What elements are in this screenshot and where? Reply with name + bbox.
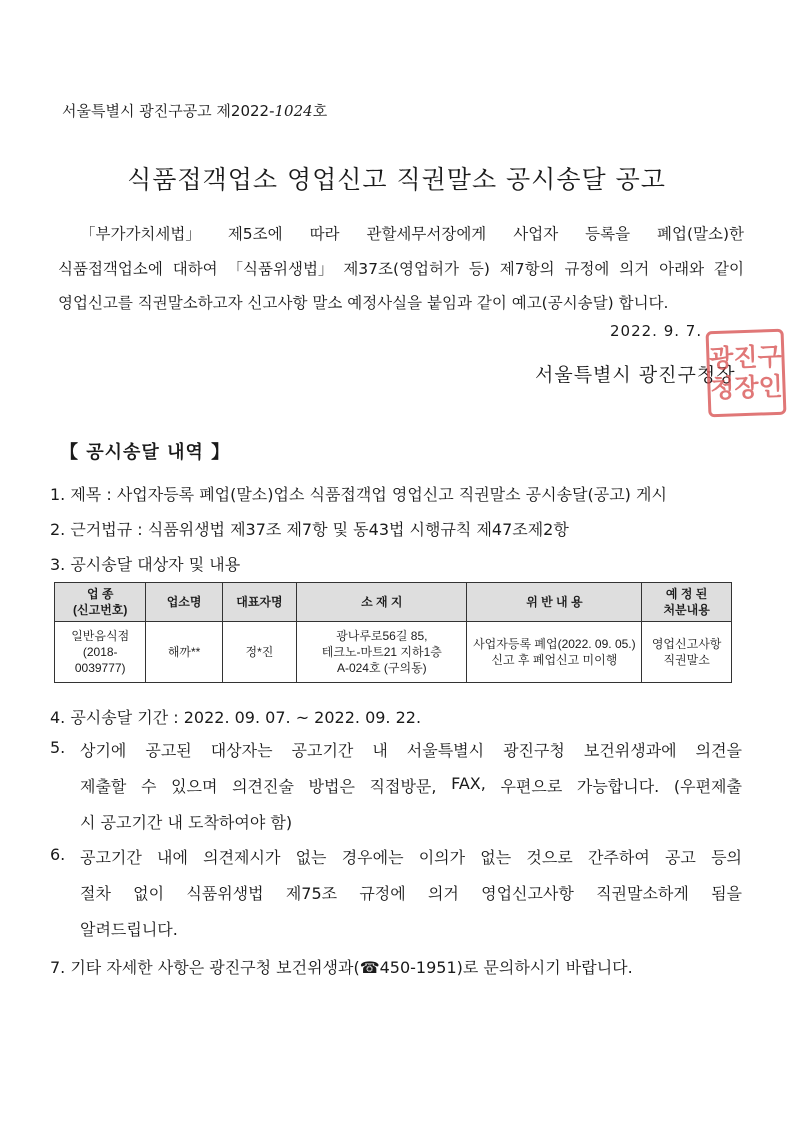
word: 공고 bbox=[664, 848, 696, 867]
notice-number-handwritten: 1024 bbox=[274, 102, 313, 120]
word: 의거 bbox=[427, 884, 459, 903]
intro-word: 관할세무서장에게 bbox=[366, 225, 487, 243]
intro-line-2 bbox=[58, 257, 744, 279]
word: 의견을 bbox=[695, 741, 742, 760]
word: 의견진술 bbox=[232, 777, 294, 796]
item-no-objection bbox=[50, 845, 742, 945]
item-5-line-3: 시 공고기간 내 도착하여야 함) bbox=[80, 813, 293, 832]
intro-word: 따라 bbox=[309, 225, 340, 243]
intro-line-1 bbox=[80, 222, 744, 244]
cell-text: 일반음식점 bbox=[71, 629, 130, 643]
cell-text: 사업자등록 폐업(2022. 09. 05.) bbox=[473, 637, 636, 651]
issuer-name: 서울특별시 광진구청장 bbox=[535, 364, 736, 386]
notice-number-prefix: 서울특별시 광진구공고 제2022- bbox=[62, 102, 275, 120]
item-number: 6. bbox=[50, 845, 66, 864]
intro-word: 「식품위생법」 bbox=[227, 260, 334, 278]
word: 있으며 bbox=[171, 777, 218, 796]
item-opinion bbox=[50, 738, 742, 838]
document-title: 식품접객업소 영업신고 직권말소 공시송달 공고 bbox=[127, 165, 666, 194]
intro-word: 제5조에 bbox=[227, 225, 283, 243]
cell-disposition bbox=[642, 622, 732, 683]
notice-number-suffix: 호 bbox=[312, 102, 328, 120]
cell-violation bbox=[467, 622, 642, 683]
word: 직접방문, bbox=[369, 777, 437, 796]
header-text: (신고번호) bbox=[73, 603, 128, 617]
word: 것으로 bbox=[526, 848, 573, 867]
intro-word: 「부가가치세법」 bbox=[80, 225, 201, 243]
word: 의견제시가 bbox=[203, 848, 281, 867]
item-period: 4. 공시송달 기간 : 2022. 09. 07. ~ 2022. 09. 22. bbox=[50, 708, 422, 727]
cell-text: (2018-0039777) bbox=[74, 645, 126, 675]
word: 공고된 bbox=[145, 741, 192, 760]
cell-representative: 정*진 bbox=[222, 622, 296, 683]
header-business-type bbox=[55, 583, 146, 622]
word: 없이 bbox=[133, 884, 165, 903]
header-business-name: 업소명 bbox=[146, 583, 222, 622]
word: 제75조 bbox=[285, 884, 338, 903]
word: 대상자는 bbox=[210, 741, 273, 760]
table-header-row bbox=[55, 583, 732, 622]
table-row bbox=[55, 622, 732, 683]
word: 내에 bbox=[157, 848, 188, 867]
word: 서울특별시 bbox=[406, 741, 485, 760]
word: 보건위생과에 bbox=[583, 741, 677, 760]
notice-date: 2022. 9. 7. bbox=[610, 322, 703, 340]
header-address: 소 재 지 bbox=[297, 583, 467, 622]
intro-word: 대하여 bbox=[172, 260, 218, 278]
intro-word: 규정에 bbox=[564, 260, 610, 278]
word: 상기에 bbox=[80, 741, 127, 760]
intro-word: 같이 bbox=[713, 260, 744, 278]
cell-business-name: 해까** bbox=[146, 622, 222, 683]
intro-word: 아래와 bbox=[659, 260, 705, 278]
cell-text: 영업신고사항 bbox=[651, 637, 722, 651]
word: (우편제출 bbox=[673, 777, 742, 796]
word: 가능합니다. bbox=[576, 777, 660, 796]
item-6-line-2 bbox=[80, 881, 742, 904]
item-5-line-1 bbox=[80, 738, 742, 761]
word: 공고기간 bbox=[80, 848, 142, 867]
item-5-line-2 bbox=[80, 774, 742, 797]
intro-word: 등록을 bbox=[585, 225, 631, 243]
cell-address bbox=[297, 622, 467, 683]
item-6-line-1 bbox=[80, 845, 742, 868]
cell-text: A-024호 (구의동) bbox=[336, 661, 427, 675]
intro-word: 등) bbox=[468, 260, 490, 278]
word: 규정에 bbox=[359, 884, 406, 903]
seal-text-top: 광진구 bbox=[708, 341, 783, 374]
word: 됨을 bbox=[711, 884, 742, 903]
intro-word: 폐업(말소)한 bbox=[657, 225, 744, 243]
word: 수 bbox=[141, 777, 157, 796]
header-violation: 위 반 내 용 bbox=[467, 583, 642, 622]
official-seal bbox=[706, 329, 787, 418]
word: 등의 bbox=[711, 848, 742, 867]
word: 경우에는 bbox=[341, 848, 404, 867]
section-heading: 【 공시송달 내역 】 bbox=[60, 442, 231, 463]
word: 광진구청 bbox=[503, 741, 565, 760]
intro-line-3: 영업신고를 직권말소하고자 신고사항 말소 예정사실을 붙임과 같이 예고(공시송달) 합니다. bbox=[58, 294, 669, 312]
item-title: 1. 제목 : 사업자등록 폐업(말소)업소 식품접객업 영업신고 직권말소 공시송달(공고) 게시 bbox=[50, 485, 667, 504]
word: 직권말소하게 bbox=[596, 884, 689, 903]
cell-text: 광나루로56길 85, bbox=[336, 629, 428, 643]
header-text: 처분내용 bbox=[663, 603, 710, 617]
word: 이의가 bbox=[418, 848, 466, 867]
cell-text: 직권말소 bbox=[663, 653, 710, 667]
item-legal-basis: 2. 근거법규 : 식품위생법 제37조 제7항 및 동43법 시행규칙 제47조제2항 bbox=[50, 520, 569, 539]
word: 식품위생법 bbox=[186, 884, 264, 903]
word: 방법은 bbox=[308, 777, 355, 796]
intro-word: 식품접객업소에 bbox=[58, 260, 163, 278]
word: 간주하여 bbox=[587, 848, 650, 867]
word: 없는 bbox=[480, 848, 512, 867]
word: 공고기간 bbox=[291, 741, 354, 760]
intro-word: 제37조(영업허가 bbox=[343, 260, 459, 278]
item-6-line-3: 알려드립니다. bbox=[80, 920, 178, 939]
notice-number bbox=[62, 100, 327, 121]
word: FAX, bbox=[451, 774, 486, 793]
intro-word: 의거 bbox=[619, 260, 650, 278]
item-targets: 3. 공시송달 대상자 및 내용 bbox=[50, 555, 241, 574]
cell-business-type bbox=[55, 622, 146, 683]
header-disposition bbox=[642, 583, 732, 622]
word: 우편으로 bbox=[500, 777, 563, 796]
word: 내 bbox=[372, 741, 388, 760]
header-representative: 대표자명 bbox=[222, 583, 296, 622]
header-text: 예 정 된 bbox=[665, 587, 708, 601]
word: 제출할 bbox=[80, 777, 127, 796]
intro-word: 사업자 bbox=[513, 225, 559, 243]
cell-text: 신고 후 폐업신고 미이행 bbox=[491, 653, 618, 667]
item-contact: 7. 기타 자세한 사항은 광진구청 보건위생과(☎450-1951)로 문의하시기 바랍니다. bbox=[50, 958, 633, 977]
seal-text-bottom: 청장인 bbox=[709, 371, 784, 404]
target-table bbox=[54, 582, 732, 683]
header-text: 업 종 bbox=[86, 587, 114, 601]
cell-text: 테크노-마트21 지하1층 bbox=[321, 645, 442, 659]
item-number: 5. bbox=[50, 738, 66, 757]
intro-word: 제7항의 bbox=[499, 260, 555, 278]
word: 없는 bbox=[295, 848, 327, 867]
word: 영업신고사항 bbox=[481, 884, 574, 903]
word: 절차 bbox=[80, 884, 111, 903]
